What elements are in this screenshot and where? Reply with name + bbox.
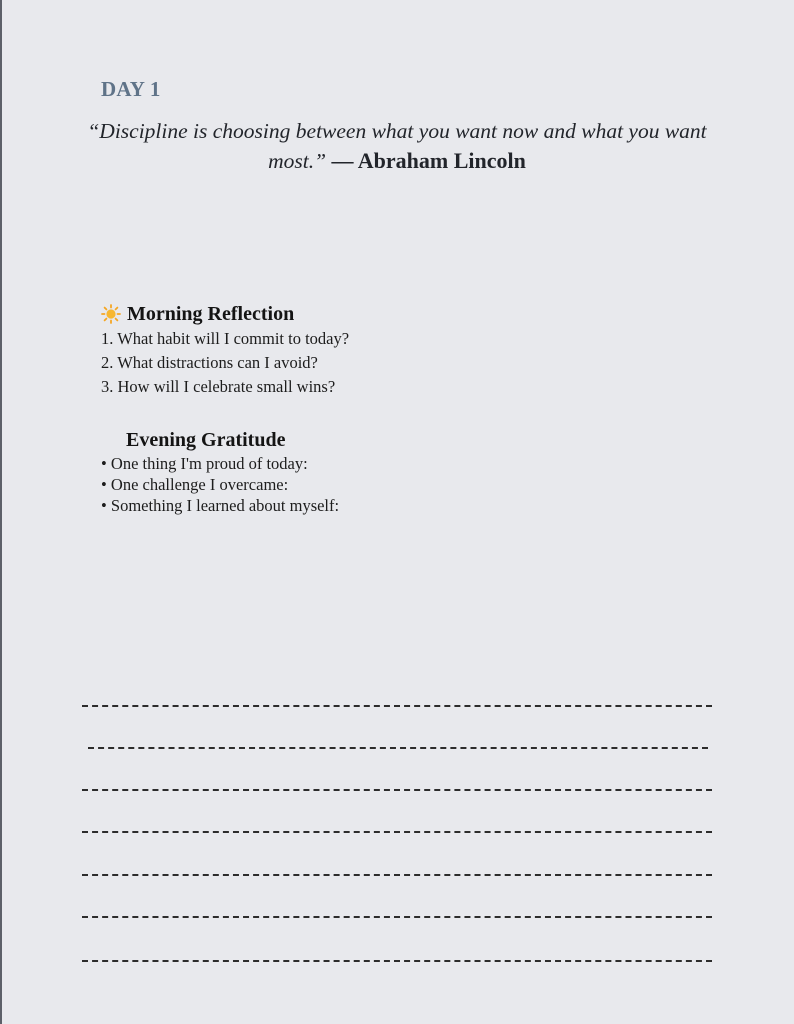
evening-gratitude-title: Evening Gratitude bbox=[126, 429, 286, 451]
morning-reflection-heading bbox=[101, 301, 349, 327]
evening-prompt-list bbox=[101, 453, 339, 516]
morning-question-item: 3. How will I celebrate small wins? bbox=[101, 377, 336, 396]
moon-icon bbox=[101, 430, 121, 450]
writing-line bbox=[82, 831, 712, 833]
morning-reflection-section bbox=[101, 301, 349, 399]
writing-line bbox=[82, 916, 712, 918]
sun-icon bbox=[101, 304, 121, 324]
quote-text: “Discipline is choosing between what you want now and what you want most.” bbox=[87, 119, 707, 173]
writing-line bbox=[82, 789, 712, 791]
writing-line bbox=[88, 747, 708, 749]
writing-line bbox=[82, 705, 712, 707]
evening-prompt-item: • One thing I'm proud of today: bbox=[101, 454, 308, 473]
morning-question-item: 1. What habit will I commit to today? bbox=[101, 329, 350, 348]
evening-prompt-item: • One challenge I overcame: bbox=[101, 475, 289, 494]
writing-line bbox=[82, 960, 712, 962]
writing-line bbox=[82, 874, 712, 876]
page-edge-divider bbox=[0, 0, 2, 1024]
quote-block bbox=[60, 116, 734, 176]
evening-prompt-item: • Something I learned about myself: bbox=[101, 496, 340, 515]
morning-reflection-title: Morning Reflection bbox=[127, 303, 295, 325]
quote-author: — Abraham Lincoln bbox=[331, 148, 526, 173]
morning-question-item: 2. What distractions can I avoid? bbox=[101, 353, 318, 372]
evening-gratitude-section bbox=[101, 427, 339, 516]
evening-gratitude-heading bbox=[101, 427, 339, 453]
morning-question-list bbox=[101, 327, 349, 399]
day-label: DAY 1 bbox=[101, 77, 161, 101]
